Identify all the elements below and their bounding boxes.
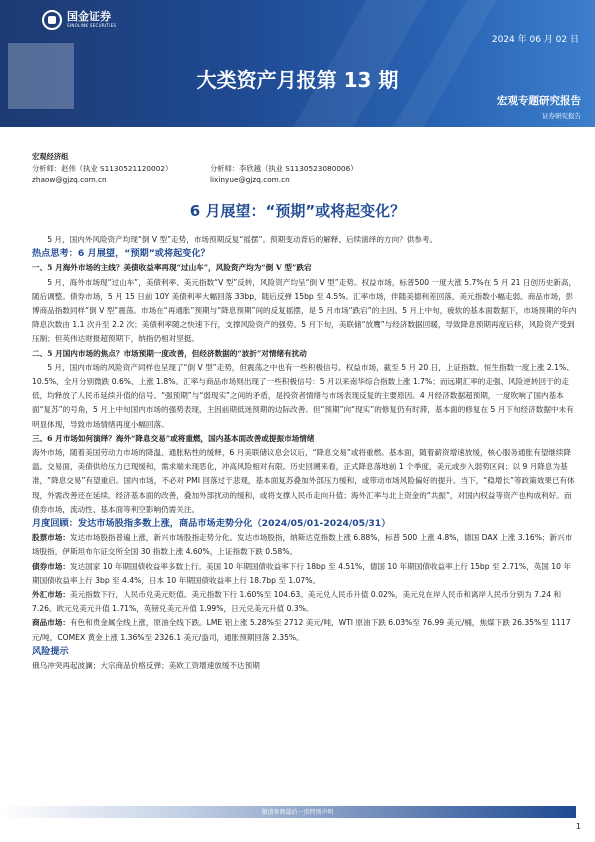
bond-market-label: 债券市场： bbox=[32, 561, 70, 571]
stock-market-label: 股票市场： bbox=[32, 533, 70, 543]
logo-en-text: SINOLINK SECURITIES bbox=[67, 23, 117, 28]
question-3-paragraph: 海外市场，随着美国劳动力市场的降温、通胀粘性的缓释，6 月美联储议息会议后，“降息交易”或将重燃。基本面，随着薪资增速放缓，核心服务通胀有望继续降温。交易面，美债供给压力已现缓和，需求端未现恶化，冲高风险相对有限。历史回溯来看，正式降息落地前 1 个季度，美元或步入弱势区间；以 9 月降息为基准，“降息交易”有望重启。国内市场，不必对 PMI 回落过于悲观，基本面复苏叠加外部压力缓和，或带动市场风险偏好的提升。当下，“稳增长”等政策效果已有体现，外需改善还在延续。经济基本面的改善，叠加外部扰动的缓和，或将支撑人民币走向升值；海外汇率与北上资金的“共振”，对国内权益等资产也构成利好。而债券市场，流动性、基本面等利空影响仍需关注。 bbox=[32, 448, 575, 514]
analyst-2-email[interactable]: lixinyue@gjzq.com.cn bbox=[210, 175, 290, 184]
report-title: 大类资产月报第 13 期 bbox=[196, 68, 399, 92]
question-2-paragraph: 5 月，国内市场的风险资产同样也呈现了“倒 V 型”走势，但震荡之中也有一些积极信号。权益市场，截至 5 月 20 日，上证指数、恒生指数一度上涨 2.1%、10.5%，全月分别微跌 0.6%、上涨 1.8%。汇率与商品市场则出现了一些积极信号：5 月以来南华综合指数上涨 1.7%；而远期汇率的走强、风险逆转回于的走低，均释放了人民币延续升值的信号。“强预期”与“弱现实”之间的矛盾，是投资者情绪与市场表现反复的主要原因。4 月经济数据超预期，一度吹响了国内基本面“复苏”的号角，5 月上中旬国内市场的强势表现，主因前期低迷预期的边际改善。但“预期”向“现实”的修复仍有时滞，基本面的修复在 5 月下旬经济数据中未有明显体现，导致市场情绪再度小幅回落。 bbox=[32, 362, 574, 429]
report-category: 宏观专题研究报告 bbox=[497, 95, 581, 107]
report-subcategory: 证券研究报告 bbox=[542, 112, 581, 120]
report-body bbox=[32, 233, 578, 673]
commodity-market-paragraph bbox=[32, 616, 578, 644]
page-number: 1 bbox=[575, 822, 581, 831]
section-heading-review: 月度回顾：发达市场股指多数上涨，商品市场走势分化（2024/05/01-2024/05/31） bbox=[32, 518, 391, 530]
intro-paragraph: 5 月，国内外风险资产均现“倒 V 型”走势，市场预期反复“摇摆”。预期变动背后的解释、后续演绎的方向？供参考。 bbox=[47, 235, 438, 244]
question-1-heading: 一、5 月海外市场的主线？美债收益率再现“过山车”，风险资产均为“倒 V 型”跌宕 bbox=[32, 263, 312, 273]
fx-market-text: 美元指数下行，人民币兑美元贬值。美元指数下行 1.60%至 104.63。美元兑人民币升值 0.02%，美元兑在岸人民币和离岸人民币分别为 7.24 和 7.26。欧元兑美元升值 1.71%，英镑兑美元升值 1.99%，日元兑美元升值 0.3%。 bbox=[32, 590, 562, 614]
commodity-market-text: 有色和贵金属全线上涨，原油全线下跌。LME 铝上涨 5.28%至 2712 美元/吨，WTI 原油下跌 6.03%至 76.99 美元/桶，焦煤下跌 26.35%至 1117 元/吨，COMEX 黄金上涨 1.36%至 2326.1 美元/盎司，通胀预期回落 2.35%。 bbox=[32, 618, 571, 642]
sinolink-logo bbox=[42, 10, 116, 30]
logo-icon bbox=[42, 10, 62, 30]
question-2-heading: 二、5 月国内市场的焦点？市场预期一度改善，但经济数据的“波折”对情绪有扰动 bbox=[32, 348, 307, 358]
analyst-1-email[interactable]: zhaow@gjzq.com.cn bbox=[32, 175, 107, 184]
report-date: 2024 年 06 月 02 日 bbox=[491, 35, 579, 45]
stock-market-text: 发达市场股指普遍上涨，新兴市场股指走势分化。发达市场股指，纳斯达克指数上涨 6.88%，标普 500 上涨 4.8%，德国 DAX 上涨 3.16%；新兴市场股指，伊斯坦布尔证交所全国 30 指数上涨 4.60%，上证指数下跌 0.58%。 bbox=[32, 533, 573, 557]
footer-disclaimer[interactable]: 敬请参阅最后一页特别声明 bbox=[261, 809, 334, 816]
fx-market-paragraph bbox=[32, 588, 578, 616]
commodity-market-label: 商品市场： bbox=[32, 618, 70, 628]
question-1-paragraph: 5 月，海外市场现“过山车”，美债利率、美元指数“V 型”反转，风险资产均呈“倒 V 型”走势。权益市场，标普500 一度大涨 5.7%在 5 月 21 日创历史新高，随后调整。债券市场，5 月 15 日前 10Y 美债利率大幅回落 33bp，随后反弹 15bp 至 4.5%。汇率市场，伴随美德利差回落，美元指数小幅走弱。商品市场，彭博商品指数同样“倒 V 型”震荡。市场在“再通胀”预期与“降息预期”间的反复摇摆，是 5 月市场“跌宕”的主因。5 月上中旬，疲软的基本面数据下，市场预期的年内降息次数由 1.1 次升至 2.2 次；美债利率随之快速下行，支撑风险资产的强势。5 月下旬，美联储“放鹰”与经济数据回暖，导致降息预期再度后移，风险资产受到压制；但英伟达财报超预期下，纳指仍相对坚挺。 bbox=[32, 277, 577, 344]
stock-market-paragraph bbox=[32, 531, 578, 559]
document-title: 6 月展望：“预期”或将起变化？ bbox=[189, 202, 406, 220]
bond-market-paragraph bbox=[32, 560, 578, 588]
question-3-heading: 三、6 月市场如何演绎？海外“降息交易”或将重燃，国内基本面改善或提振市场情绪 bbox=[32, 433, 315, 443]
analyst-1: 分析师：赵伟（执业 S1130521120002） bbox=[32, 163, 173, 173]
risk-paragraph: 俄乌冲突再起波澜；大宗商品价格反弹；美欧工资增速放缓不达预期 bbox=[32, 661, 260, 671]
section-heading-think: 热点思考：6 月展望，“预期”或将起变化？ bbox=[32, 248, 210, 260]
fx-market-label: 外汇市场： bbox=[32, 590, 70, 600]
header-banner bbox=[0, 0, 595, 127]
team-name: 宏观经济组 bbox=[32, 152, 69, 161]
author-block bbox=[32, 151, 388, 186]
section-heading-risk: 风险提示 bbox=[32, 645, 69, 657]
logo-cn-text: 国金证券 bbox=[67, 10, 111, 23]
bond-market-text: 发达国家 10 年期国债收益率多数上行。美国 10 年期国债收益率下行 18bp 至 4.51%，德国 10 年期国债收益率上行 15bp 至 2.71%，英国 10 年期国债收益率上行 3bp 至 4.4%，日本 10 年期国债收益率上行 18.7bp 至 1.07%。 bbox=[32, 561, 571, 585]
analyst-2: 分析师：李欣越（执业 S1130523080006） bbox=[210, 163, 358, 173]
